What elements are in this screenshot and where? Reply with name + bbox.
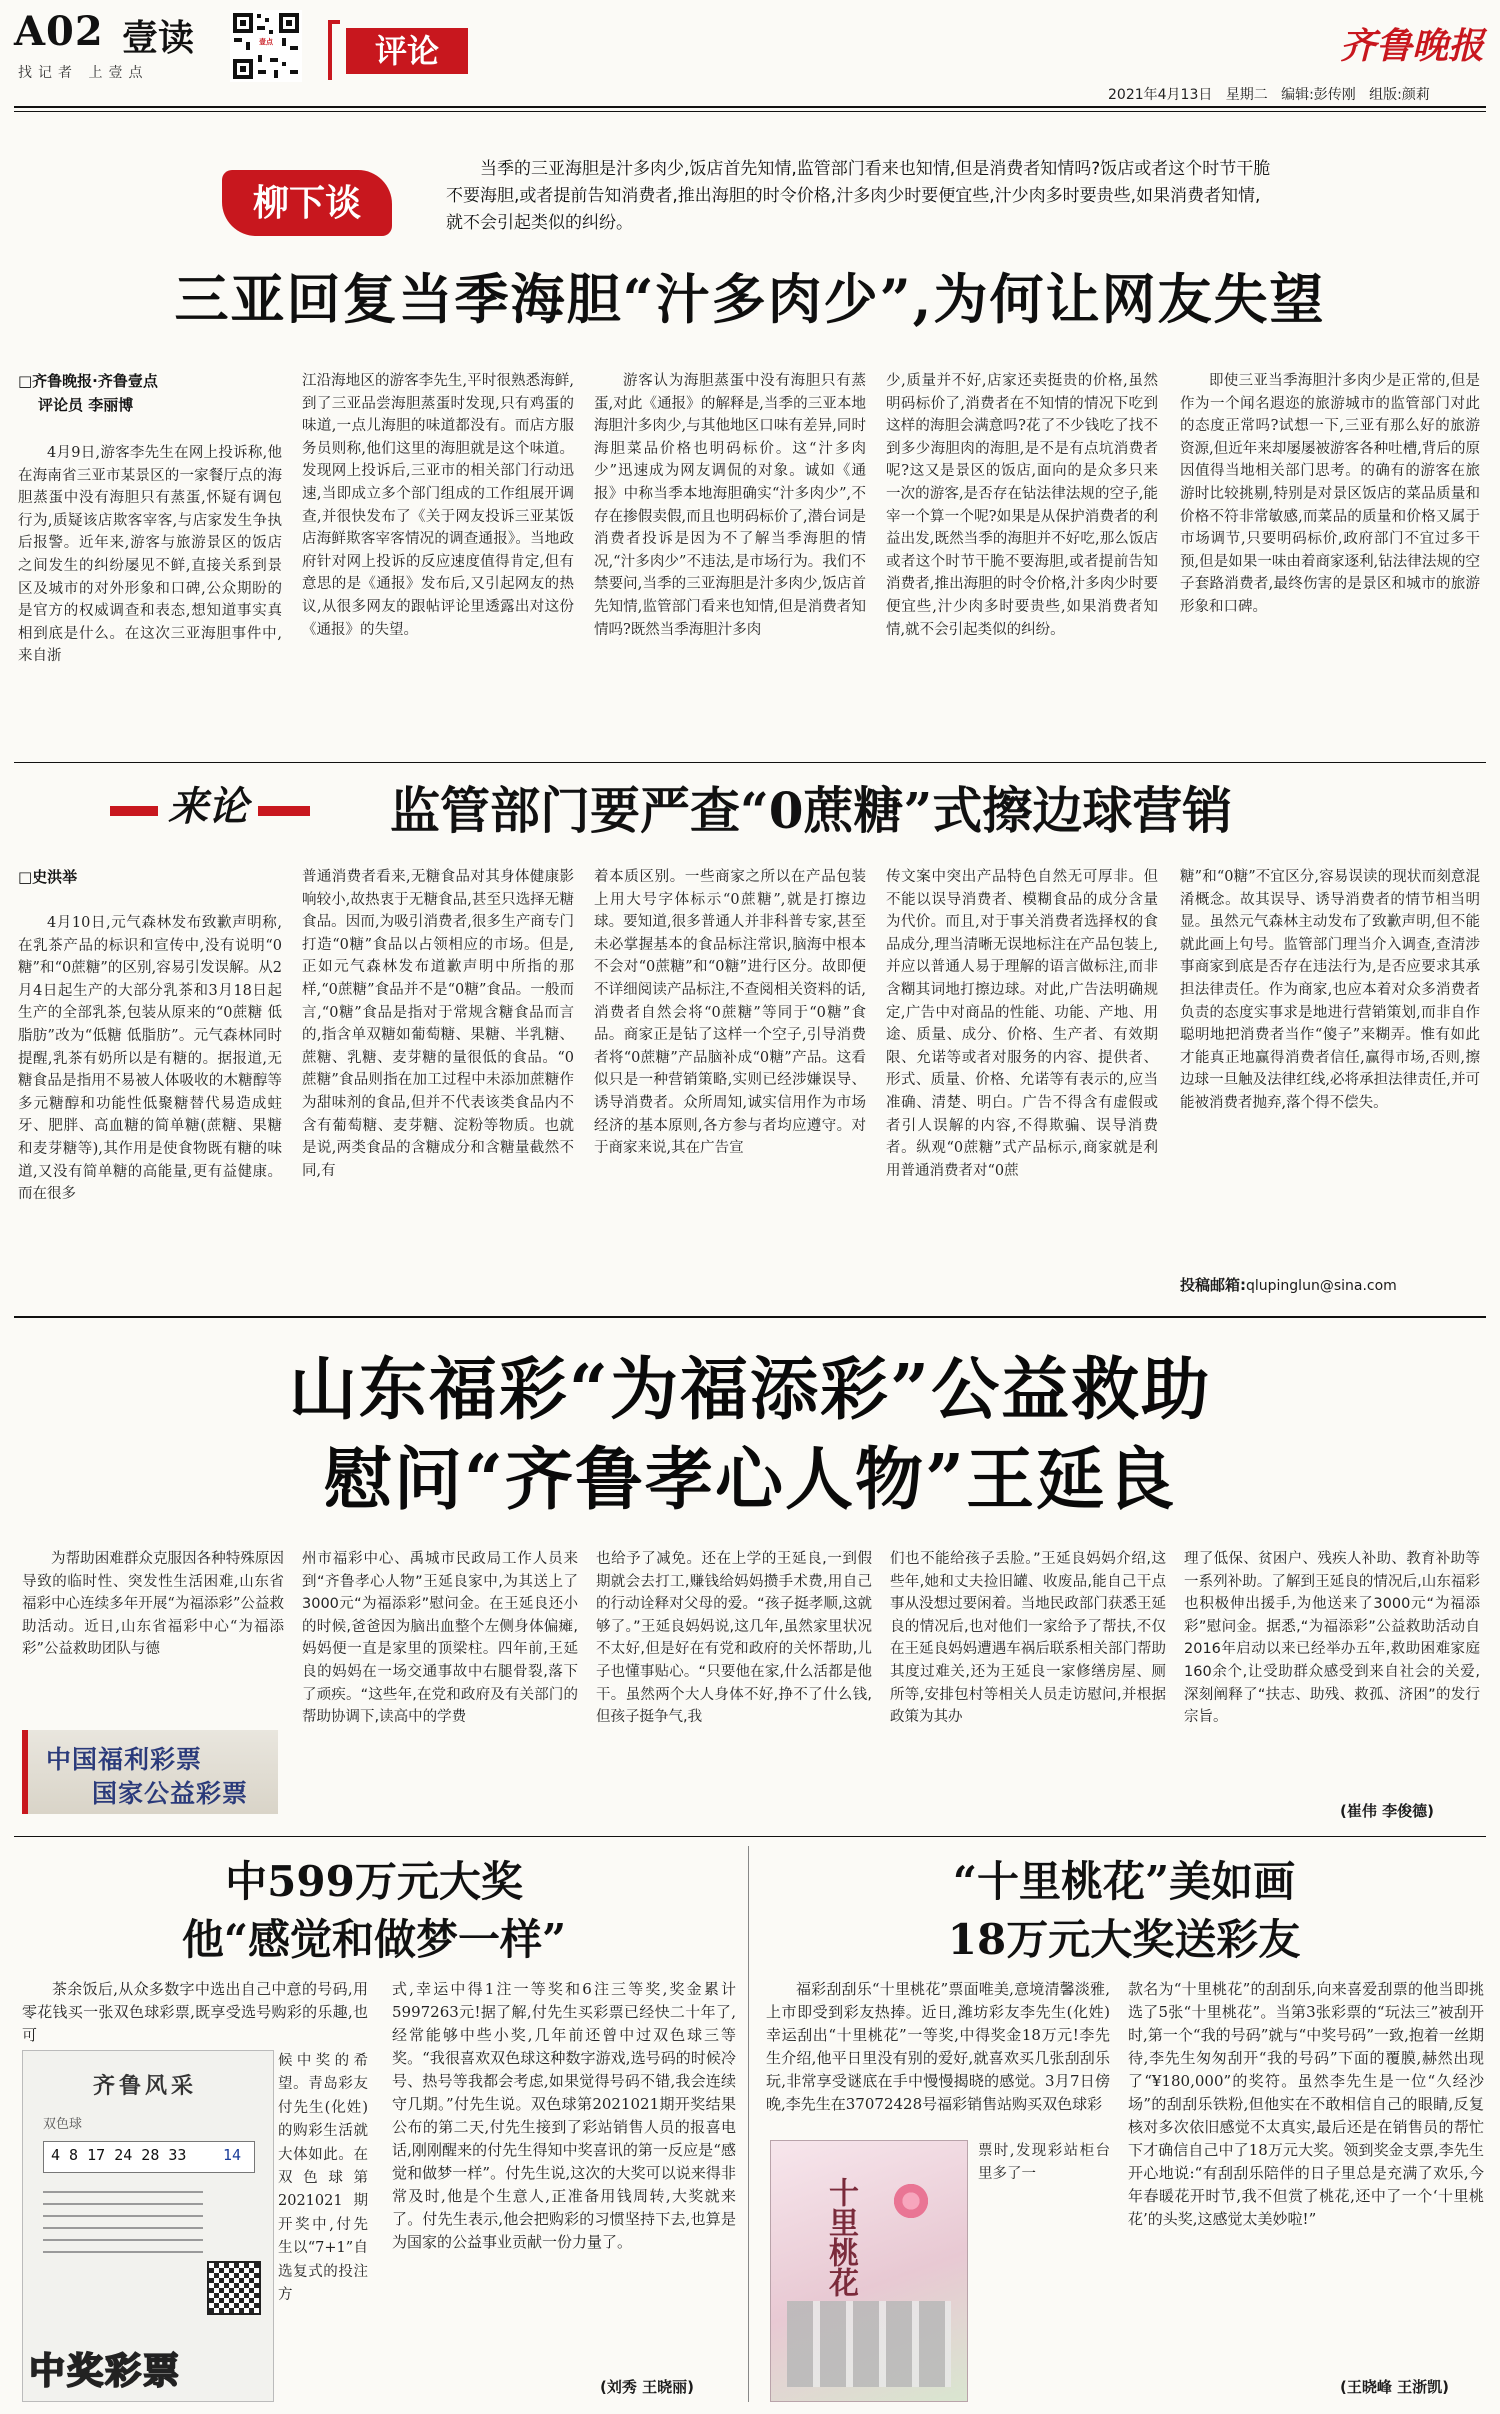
- qr-caption: 壹点: [259, 38, 273, 46]
- article3-credit: (崔伟 李俊德): [1340, 1802, 1434, 1820]
- section-rule-2: [14, 1836, 1486, 1837]
- article4-lead: [22, 1978, 368, 2048]
- email-label: 投稿邮箱:: [1180, 1276, 1246, 1294]
- article4-col-text: 式,幸运中得1注一等奖和6注三等奖,奖金累计5997263元!据了解,付先生买彩票已经快二十年了,经常能够中些小奖,几年前还曾中过双色球三等奖。“我很喜欢双色球这种数字游戏,选号码的时候冷号、热号等我都会考虑,如果觉得号码不错,我会连续守几期。”付先生说。双色球第2021021期开奖结果公布的第二天,付先生接到了彩站销售人员的报喜电话,刚刚醒来的付先生得知中奖喜讯的第一反应是“感觉和做梦一样”。付先生说,这次的大奖可以说来得非常及时,他是个生意人,正准备用钱周转,大奖就来了。付先生表示,他会把购彩的习惯坚持下去,也算是为国家的公益事业贡献一份力量了。: [392, 1980, 736, 2251]
- article5-col-text: 款名为“十里桃花”的刮刮乐,向来喜爱刮票的他当即挑选了5张“十里桃花”。当第3张彩票的“玩法三”被刮开时,第一个“我的号码”就与“中奖号码”一致,抱着一丝期待,李先生匆匆刮开“我的号码”下面的覆膜,赫然出现了“¥180,000”的奖符。虽然李先生是一位“久经沙场”的刮刮乐铁粉,但他实在不敢相信自己的眼睛,反复核对多次依旧感觉不太真实,最后还是在销售员的帮忙下才确信自己中了18万元大奖。领到奖金支票,李先生开心地说:“有刮刮乐陪伴的日子里总是充满了欢乐,今年春暖花开时节,我不但赏了桃花,还中了一个‘十里桃花’的头奖,这感觉太美妙啦!”: [1128, 1980, 1484, 2228]
- article4-col-1: [278, 2050, 368, 2402]
- article3-col-text: 州市福彩中心、禹城市民政局工作人员来到“齐鲁孝心人物”王延良家中,为其送上了3000元“为福添彩”慰问金。在王延良还小的时候,爸爸因为脑出血整个左侧身体偏瘫,妈妈便一直是家里的顶梁柱。四年前,王延良的妈妈在一场交通事故中右腿骨裂,落下了顽疾。“这些年,在党和政府及有关部门的帮助协调下,读高中的学费: [302, 1551, 578, 1726]
- scratch-card-image: [770, 2140, 968, 2402]
- article1-source: □齐鲁晚报·齐鲁壹点: [18, 372, 158, 390]
- article1-col-2: [302, 370, 574, 742]
- page-number: A02: [14, 8, 104, 55]
- intro-text: 当季的三亚海胆是汁多肉少,饭店首先知情,监管部门看来也知情,但是消费者知情吗?饭店或者这个时节干脆不要海胆,或者提前告知消费者,推出海胆的时令价格,汁多肉少时要便宜些,汁少肉多时要贵些,如果消费者知情,就不会引起类似的纠纷。: [446, 159, 1271, 233]
- article1-col-text: 游客认为海胆蒸蛋中没有海胆只有蒸蛋,对此《通报》的解释是,当季的三亚本地海胆汁多肉少,与其他地区口味有差异,同时海胆菜品价格也明码标价。这“汁多肉少”迅速成为网友调侃的对象。诚如《通报》中称当季本地海胆确实“汁多肉少”,不存在掺假卖假,而且也明码标价了,潜台词是消费者投诉是因为不了解当季海胆的情况,“汁多肉少”不违法,是市场行为。我们不禁要问,当季的三亚海胆是汁多肉少,饭店首先知情,监管部门看来也知情,但是消费者知情吗?既然当季海胆汁多肉: [594, 373, 866, 638]
- date-line: [1108, 84, 1430, 104]
- article3-col-1: [22, 1548, 284, 1718]
- section-rule-thick: [14, 1316, 1486, 1318]
- article2-col-text: 着本质区别。一些商家之所以在产品包装上用大号字体标示“0蔗糖”,就是打擦边球。要知道,很多普通人并非科普专家,甚至未必掌握基本的食品标注常识,脑海中根本不会对“0蔗糖”和“0糖”进行区分。故即便不详细阅读产品标注,不查阅相关资料的话,消费者自然会将“0蔗糖”等同于“0糖”食品。商家正是钻了这样一个空子,引导消费者将“0蔗糖”产品脑补成“0糖”产品。这看似只是一种营销策略,实则已经涉嫌误导、诱导消费者。众所周知,诚实信用作为市场经济的基本原则,各方参与者均应遵守。对于商家来说,其在广告宣: [594, 869, 866, 1157]
- section-tab-label: 评论: [374, 32, 439, 70]
- article5-col-1b: [978, 2140, 1110, 2400]
- masthead-rule-thin: [14, 111, 1486, 112]
- article1-col-text: 4月9日,游客李先生在网上投诉称,他在海南省三亚市某景区的一家餐厅点的海胆蒸蛋中没有海胆只有蒸蛋,怀疑有调包行为,质疑该店欺客宰客,与店家发生争执后报警。近年来,游客与旅游景区的饭店之间发生的纠纷屡见不鲜,直接关系到景区及城市的对外形象和口碑,公众期盼的是官方的权威调查和表态,想知道事实真相到底是什么。在这次三亚海胆事件中,来自浙: [18, 445, 282, 665]
- ticket-blue: 14: [223, 2146, 242, 2164]
- article3-col-5: [1184, 1548, 1480, 1798]
- article3-col-2: [302, 1548, 578, 1824]
- article2-col-text: 糖”和“0糖”不宜区分,容易误读的现状而刻意混淆概念。故其误导、诱导消费者的情节相当明显。虽然元气森林主动发布了致歉声明,但不能就此画上句号。监管部门理当介入调查,查清涉事商家到底是否存在违法行为,是否应要求其承担法律责任。作为商家,也应本着对众多消费者负责的态度实事求是地进行营销策划,而非自作聪明地把消费者当作“傻子”来糊弄。惟有如此才能真正地赢得消费者信任,赢得市场,否则,擦边球一旦触及法律红线,必将承担法律责任,并可能被消费者抛弃,落个得不偿失。: [1180, 869, 1480, 1111]
- article5-col-2: [1128, 1978, 1484, 2374]
- article1-col-4: [886, 370, 1158, 742]
- article5-col-overflow-note: 票时,发现彩站柜台里多了一: [978, 2143, 1110, 2183]
- designer: 组版:颜莉: [1369, 87, 1430, 103]
- slogan: 找记者 上壹点: [18, 65, 149, 81]
- article5-col-1: [766, 1978, 1110, 2138]
- column-divider: [748, 1846, 749, 2402]
- laitalk-tag: 来论: [158, 784, 258, 830]
- ticket-qr: [207, 2261, 261, 2315]
- submission-email[interactable]: [1180, 1274, 1480, 1295]
- article5-headline-2: 18万元大奖送彩友: [947, 1915, 1301, 1964]
- qr-code[interactable]: [230, 10, 302, 82]
- ticket-stamp: 中奖彩票: [29, 2351, 182, 2392]
- article4-credit: (刘秀 王晓丽): [600, 2378, 694, 2396]
- lottery-logo-line-1: 中国福利彩票: [46, 1745, 203, 1774]
- ticket-lines: [43, 2191, 203, 2261]
- ticket-numbers: 4 8 17 24 28 33: [51, 2146, 187, 2164]
- article1-col-3: [594, 370, 866, 742]
- article2-col-2: [302, 866, 574, 1302]
- article1-col-text: 即使三亚当季海胆汁多肉少是正常的,但是作为一个闻名遐迩的旅游城市的监管部门对此的态度正常吗?试想一下,三亚有那么好的旅游资源,但近年来却屡屡被游客各种吐槽,背后的原因值得当地相关部门思考。的确有的游客在旅游时比较挑剔,特别是对景区饭店的菜品质量和价格不符非常敏感,而菜品的质量和价格又属于市场调节,只要明码标价,政府部门不宜过多干预,但是如果一味由着商家逐利,钻法律法规的空子套路消费者,最终伤害的是景区和城市的旅游形象和口碑。: [1180, 373, 1480, 615]
- section-name: 壹读: [122, 17, 195, 59]
- article2-col-text: 普通消费者看来,无糖食品对其身体健康影响较小,故热衷于无糖食品,甚至只选择无糖食品。因而,为吸引消费者,很多生产商专门打造“0糖”食品以占领相应的市场。但是,正如元气森林发布道歉声明中所指的那样,“0蔗糖”食品并不是“0糖”食品。一般而言,“0糖”食品是指对于常规含糖食品而言的,指含单双糖如葡萄糖、果糖、半乳糖、蔗糖、乳糖、麦芽糖的量很低的食品。“0蔗糖”食品则指在加工过程中未添加蔗糖作为甜味剂的食品,但并不代表该类食品内不含有葡萄糖、麦芽糖、淀粉等物质。也就是说,两类食品的含糖成分和含糖量截然不同,有: [302, 869, 574, 1179]
- article3-headline-2: 慰问“齐鲁孝心人物”王延良: [323, 1440, 1177, 1520]
- masthead-rule: [14, 106, 1486, 108]
- scratch-card-grid: [787, 2301, 951, 2387]
- article1-author: 评论员 李丽博: [38, 396, 134, 414]
- editor: 编辑:彭传刚: [1281, 87, 1356, 103]
- article3-col-text: 理了低保、贫困户、残疾人补助、教育补助等一系列补助。了解到王延良的情况后,山东福彩也积极伸出援手,为他送来了3000元“为福添彩”慰问金。据悉,“为福添彩”公益救助活动自2016年启动以来已经举办五年,救助困难家庭160余个,让受助群众感受到来自社会的关爱,深刻阐释了“扶志、助残、救孤、济困”的发行宗旨。: [1184, 1551, 1480, 1726]
- column-tag: 柳下谈: [252, 182, 361, 224]
- article1-col-text: 少,质量并不好,店家还卖挺贵的价格,虽然明码标价了,消费者在不知情的情况下吃到这样的海胆会满意吗?花了不少钱吃了找不到多少海胆肉的海胆,是不是有点坑消费者呢?这又是景区的饭店,面向的是众多只来一次的游客,是否存在钻法律法规的空子,能宰一个算一个呢?如果是从保护消费者的利益出发,既然当季的海胆并不好吃,那么饭店或者这个时节干脆不要海胆,或者提前告知消费者,推出海胆的时令价格,汁多肉少时要便宜些,汁少肉多时要贵些,如果消费者知情,就不会引起类似的纠纷。: [886, 373, 1158, 638]
- article2-col-4: [886, 866, 1158, 1302]
- article1-col-text: 江沿海地区的游客李先生,平时很熟悉海鲜,到了三亚品尝海胆蒸蛋时发现,只有鸡蛋的味道,一点儿海胆的味道都没有。而店方服务员则称,他们这里的海胆就是这个味道。发现网上投诉后,三亚市的相关部门行动迅速,当即成立多个部门组成的工作组展开调查,并很快发布了《关于网友投诉三亚某饭店海鲜欺客宰客情况的调查通报》。当地政府针对网上投诉的反应速度值得肯定,但有意思的是《通报》发布后,又引起网友的热议,从很多网友的跟帖评论里透露出对这份《通报》的失望。: [302, 373, 574, 638]
- scratch-card-title: 十里桃花: [823, 2177, 858, 2297]
- lottery-logo-line-2: 国家公益彩票: [92, 1779, 249, 1808]
- article4-col-text: 候中奖的希望。青岛彩友付先生(化姓)的购彩生活就大体如此。在双色球第2021021期开奖中,付先生以“7+1”自选复式的投注方: [278, 2053, 368, 2304]
- article3-col-4: [890, 1548, 1166, 1824]
- article4-headline-1: 中599万元大奖: [225, 1857, 523, 1906]
- article5-credit: (王晓峰 王浙凯): [1340, 2378, 1449, 2396]
- article2-headline: 监管部门要严查“0蔗糖”式擦边球营销: [390, 781, 1233, 840]
- email-address[interactable]: qlupinglun@sina.com: [1246, 1278, 1397, 1294]
- flower-icon: [891, 2181, 931, 2221]
- article4-headline-2: 他“感觉和做梦一样”: [181, 1915, 567, 1964]
- winning-ticket-image: [22, 2050, 274, 2402]
- article1-headline: 三亚回复当季海胆“汁多肉少”,为何让网友失望: [174, 267, 1326, 331]
- weekday: 星期二: [1225, 87, 1268, 103]
- ticket-brand: 齐鲁风采: [93, 2074, 198, 2099]
- article1-col-1: [18, 442, 282, 742]
- article4-lead-text: 茶余饭后,从众多数字中选出自己中意的号码,用零花钱买一张双色球彩票,既享受选号购彩的乐趣,也可: [22, 1980, 368, 2044]
- article5-col-text: 福彩刮刮乐“十里桃花”票面唯美,意境清馨淡雅,上市即受到彩友热捧。近日,潍坊彩友李先生(化姓)幸运刮出“十里桃花”一等奖,中得奖金18万元!李先生介绍,他平日里没有别的爱好,就喜欢买几张刮刮乐玩,非常享受谜底在手中慢慢揭晓的感觉。3月7日傍晚,李先生在37072428号福彩销售站购买双色球彩: [766, 1980, 1110, 2113]
- article5-headline-1: “十里桃花”美如画: [952, 1857, 1296, 1906]
- article4-col-2: [392, 1978, 736, 2374]
- section-tab-bracket: [328, 20, 340, 80]
- article2-col-1: [18, 912, 282, 1302]
- article3-headline-1: 山东福彩“为福添彩”公益救助: [288, 1350, 1212, 1430]
- paper-logo: 齐鲁晚报: [1340, 25, 1485, 67]
- article2-col-3: [594, 866, 866, 1302]
- section-rule: [14, 762, 1486, 763]
- article2-col-text: 传文案中突出产品特色自然无可厚非。但不能以误导消费者、模糊食品的成分含量为代价。而且,对于事关消费者选择权的食品成分,理当清晰无误地标注在产品包装上,并应以普通人易于理解的语言做标注,而非含糊其词地打擦边球。对此,广告法明确规定,广告中对商品的性能、功能、产地、用途、质量、成分、价格、生产者、有效期限、允诺等或者对服务的内容、提供者、形式、质量、价格、允诺等有表示的,应当准确、清楚、明白。广告不得含有虚假或者引人误解的内容,不得欺骗、误导消费者。纵观“0蔗糖”式产品标示,商家就是利用普通消费者对“0蔗: [886, 869, 1158, 1179]
- article3-col-text: 为帮助困难群众克服因各种特殊原因导致的临时性、突发性生活困难,山东省福彩中心连续多年开展“为福添彩”公益救助活动。近日,山东省福彩中心“为福添彩”公益救助团队与德: [22, 1551, 284, 1658]
- article3-col-text: 们也不能给孩子丢脸。”王延良妈妈介绍,这些年,她和丈夫捡旧罐、收废品,能自己干点事从没想过要闲着。当地民政部门获悉王延良的情况后,也对他们一家给予了帮扶,不仅在王延良妈妈遭遇车祸后联系相关部门帮助其度过难关,还为王延良一家修缮房屋、厕所等,安排包村等相关人员走访慰问,并根据政策为其办: [890, 1551, 1166, 1726]
- issue-date: 2021年4月13日: [1108, 87, 1213, 103]
- article2-col-5: [1180, 866, 1480, 1266]
- article2-author: □史洪举: [18, 868, 78, 886]
- article1-col-5: [1180, 370, 1480, 742]
- article3-col-3: [596, 1548, 872, 1824]
- article3-col-text: 也给予了减免。还在上学的王延良,一到假期就会去打工,赚钱给妈妈攒手术费,用自己的行动诠释对父母的爱。“孩子挺孝顺,这就够了。”王延良妈妈说,这几年,虽然家里状况不太好,但是好在有党和政府的关怀帮助,儿子也懂事贴心。“只要他在家,什么活都是他干。虽然两个大人身体不好,挣不了什么钱,但孩子挺争气,我: [596, 1551, 872, 1726]
- ticket-game: 双色球: [43, 2117, 83, 2132]
- article2-col-text: 4月10日,元气森林发布致歉声明称,在乳茶产品的标识和宣传中,没有说明“0糖”和“0蔗糖”的区别,容易引发误解。从2月4日起生产的大部分乳茶和3月18日起生产的全部乳茶,包装从原来的“0蔗糖 低脂肪”改为“低糖 低脂肪”。元气森林同时提醒,乳茶有奶所以是有糖的。据报道,无糖食品是指用不易被人体吸收的木糖醇等多元糖醇和功能性低聚糖替代易造成蛀牙、肥胖、高血糖的简单糖(蔗糖、果糖和麦芽糖等),其作用是使食物既有糖的味道,又没有简单糖的高能量,更有益健康。而在很多: [18, 915, 282, 1203]
